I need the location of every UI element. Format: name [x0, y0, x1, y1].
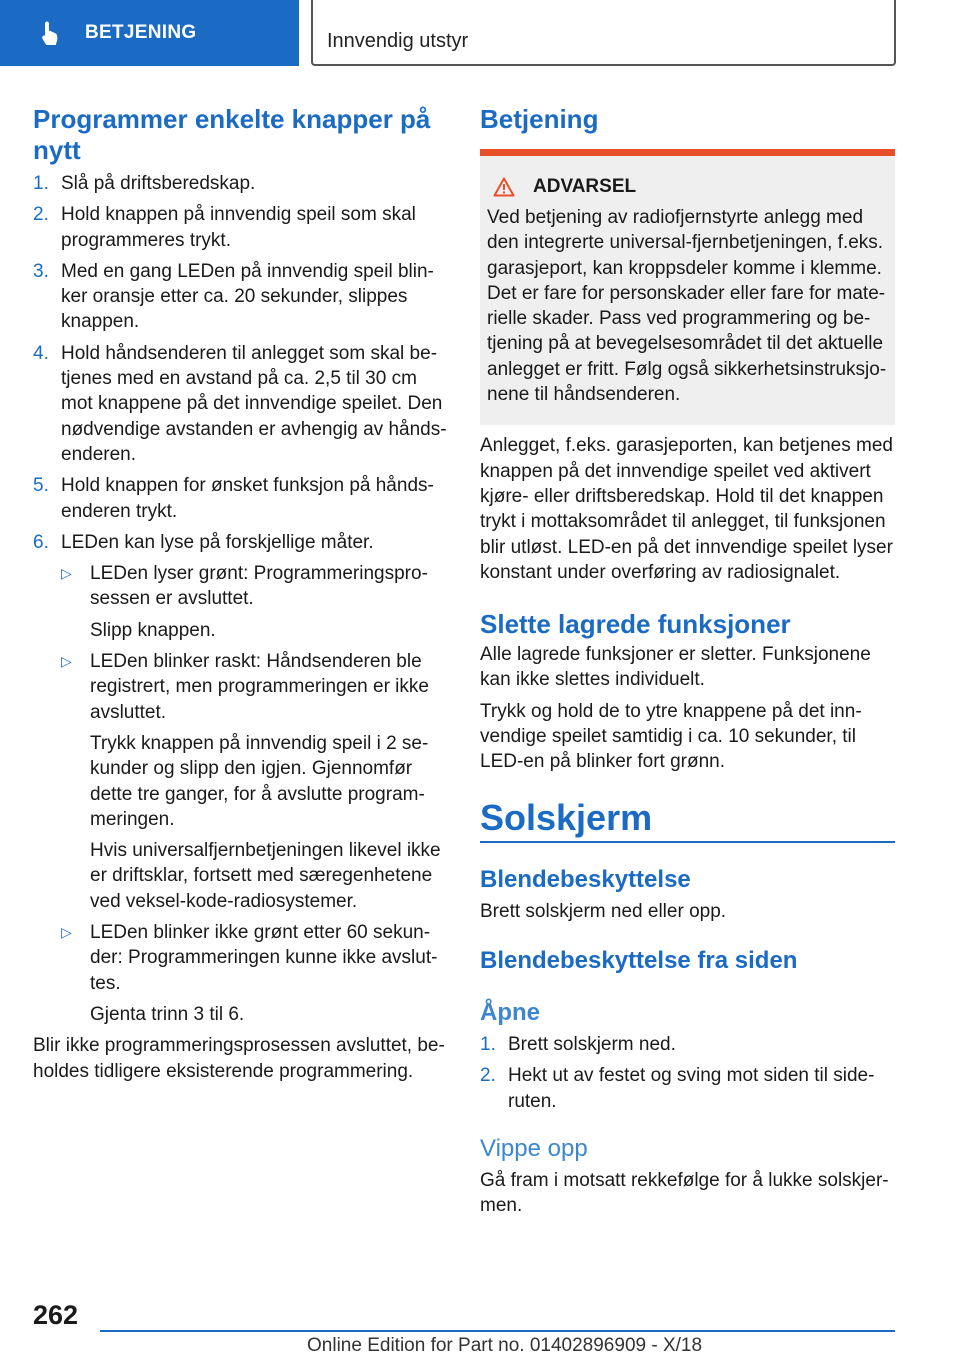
reprogram-steps [33, 171, 447, 1027]
triangle-bullet-icon: ▷ [61, 653, 72, 670]
operation-text: Anlegget, f.eks. garasjeporten, kan betjenes med knappen på det innvendige speilet ved aktivert kjøre- eller driftsberedskap. Hold til det knappen trykt i mottaksområdet til anlegget, til funksjonen blir utløst. LED-en på det innvendige speilet lyser konstant under overføring av radiosignalet. [480, 435, 893, 583]
chapter-tab[interactable] [0, 0, 299, 66]
delete-paragraph-2: Trykk og hold de to ytre knappene på det innvendige speilet samtidig i ca. 10 sekunder, til LED-en på blinker fort grønn. [480, 700, 862, 773]
led-state-text: LEDen lyser grønt: Programmeringsprosessen er avsluttet. [90, 563, 428, 610]
led-state-item [61, 920, 447, 1027]
warning-box [480, 149, 895, 425]
step-text: Slå på driftsberedskap. [61, 173, 256, 194]
tilt-heading: Vippe opp [480, 1134, 588, 1162]
step-item [480, 1032, 895, 1057]
led-state-item [61, 561, 447, 643]
sunvisor-heading-block [480, 797, 895, 843]
step-item [480, 1063, 895, 1114]
warning-triangle-icon [493, 177, 515, 197]
led-state-item [61, 649, 447, 914]
footer-divider [100, 1330, 895, 1332]
step-item [33, 341, 447, 467]
step-text: LEDen kan lyse på forskjellige måter. [61, 531, 374, 553]
step-item [33, 530, 447, 1027]
section-title: Innvendig utstyr [327, 30, 469, 52]
triangle-bullet-icon: ▷ [61, 924, 72, 941]
operation-heading: Betjening [480, 104, 599, 134]
glare-text: Brett solskjerm ned eller opp. [480, 900, 727, 922]
led-state-text: LEDen blinker raskt: Håndsenderen ble registrert, men programmeringen er ikke avsluttet. [90, 651, 429, 723]
open-steps [480, 1032, 895, 1114]
step-number: 2. [33, 204, 49, 226]
right-column [480, 100, 895, 1218]
warning-title: ADVARSEL [533, 176, 637, 197]
step-number: 2. [480, 1065, 496, 1087]
step-text: Hekt ut av festet og sving mot siden til sideruten. [508, 1065, 875, 1112]
step-item [33, 202, 447, 253]
led-state-instruction: Trykk knappen på innvendig speil i 2 sekunder og slipp den igjen. Gjennomfør dette tre ganger, for å avslutte programmeringen. [90, 732, 429, 830]
delete-paragraph-1: Alle lagrede funksjoner er sletter. Funksjonene kan ikke slettes individuelt. [480, 644, 871, 691]
step-text: Hold håndsenderen til anlegget som skal betjenes med en avstand på ca. 2,5 til 30 cm mot knappene på det innvendige speilet. Den nødvendige avstanden er avhengig av håndsenderen. [61, 342, 447, 465]
led-state-instruction: Slipp knappen. [90, 619, 216, 641]
step-text: Hold knappen på innvendig speil som skal programmeres trykt. [61, 204, 416, 251]
step-item [33, 259, 447, 335]
reprogram-heading: Programmer enkelte knapper på nytt [33, 104, 431, 165]
step-text: Med en gang LEDen på innvendig speil blinker oransje etter ca. 20 sekunder, slippes knappen. [61, 260, 434, 333]
delete-heading: Slette lagrede funksjoner [480, 609, 791, 640]
step-number: 6. [33, 531, 49, 553]
open-heading: Åpne [480, 998, 540, 1026]
section-tab[interactable] [311, 0, 896, 66]
step-text: Hold knappen for ønsket funksjon på håndsenderen trykt. [61, 475, 434, 522]
step-number: 1. [33, 173, 49, 194]
step-number: 5. [33, 475, 49, 497]
step-number: 4. [33, 342, 49, 364]
triangle-bullet-icon: ▷ [61, 565, 72, 582]
page-header [0, 0, 960, 66]
warning-title-row [487, 176, 887, 198]
led-state-instruction: Gjenta trinn 3 til 6. [90, 1003, 245, 1025]
step-text: Brett solskjerm ned. [508, 1033, 676, 1055]
step-item [33, 473, 447, 524]
left-column [33, 100, 447, 1084]
edition-text: Online Edition for Part no. 01402896909 - X/18 [307, 1335, 703, 1356]
led-states-list [61, 561, 447, 1027]
step-number: 1. [480, 1033, 496, 1055]
page-number: 262 [33, 1300, 79, 1330]
led-state-text: LEDen blinker ikke grønt etter 60 sekunder: Programmeringen kunne ikke avsluttes. [90, 922, 438, 994]
led-state-instruction: Hvis universalfjernbetjeningen likevel ikke er driftsklar, fortsett med særegenhetene ved veksel-kode-radiosystemer. [90, 840, 441, 912]
side-glare-heading: Blendebeskyttelse fra siden [480, 946, 798, 974]
sunvisor-heading: Solskjerm [480, 796, 653, 838]
warning-text: Ved betjening av radiofjernstyrte anlegg med den integrerte universal-fjernbetjeningen, f.eks. garasjeport, kan kroppsdeler komme i klemme. Det er fare for personskader eller fare for materielle skader. Pass ved programmering og betjening på at bevegelsesområdet til det aktuelle anlegget er fritt. Følg også sikkerhetsinstruksjonene til håndsenderen. [487, 207, 887, 406]
tilt-text: Gå fram i motsatt rekkefølge for å lukke solskjermen. [480, 1169, 889, 1217]
step-item [33, 171, 447, 196]
chapter-tab-label: BETJENING [85, 22, 197, 43]
glare-heading: Blendebeskyttelse [480, 865, 691, 893]
closing-paragraph: Blir ikke programmeringsprosessen avsluttet, beholdes tidligere eksisterende programmering. [33, 1035, 445, 1082]
step-number: 3. [33, 260, 49, 282]
hand-pointer-icon [39, 20, 63, 46]
